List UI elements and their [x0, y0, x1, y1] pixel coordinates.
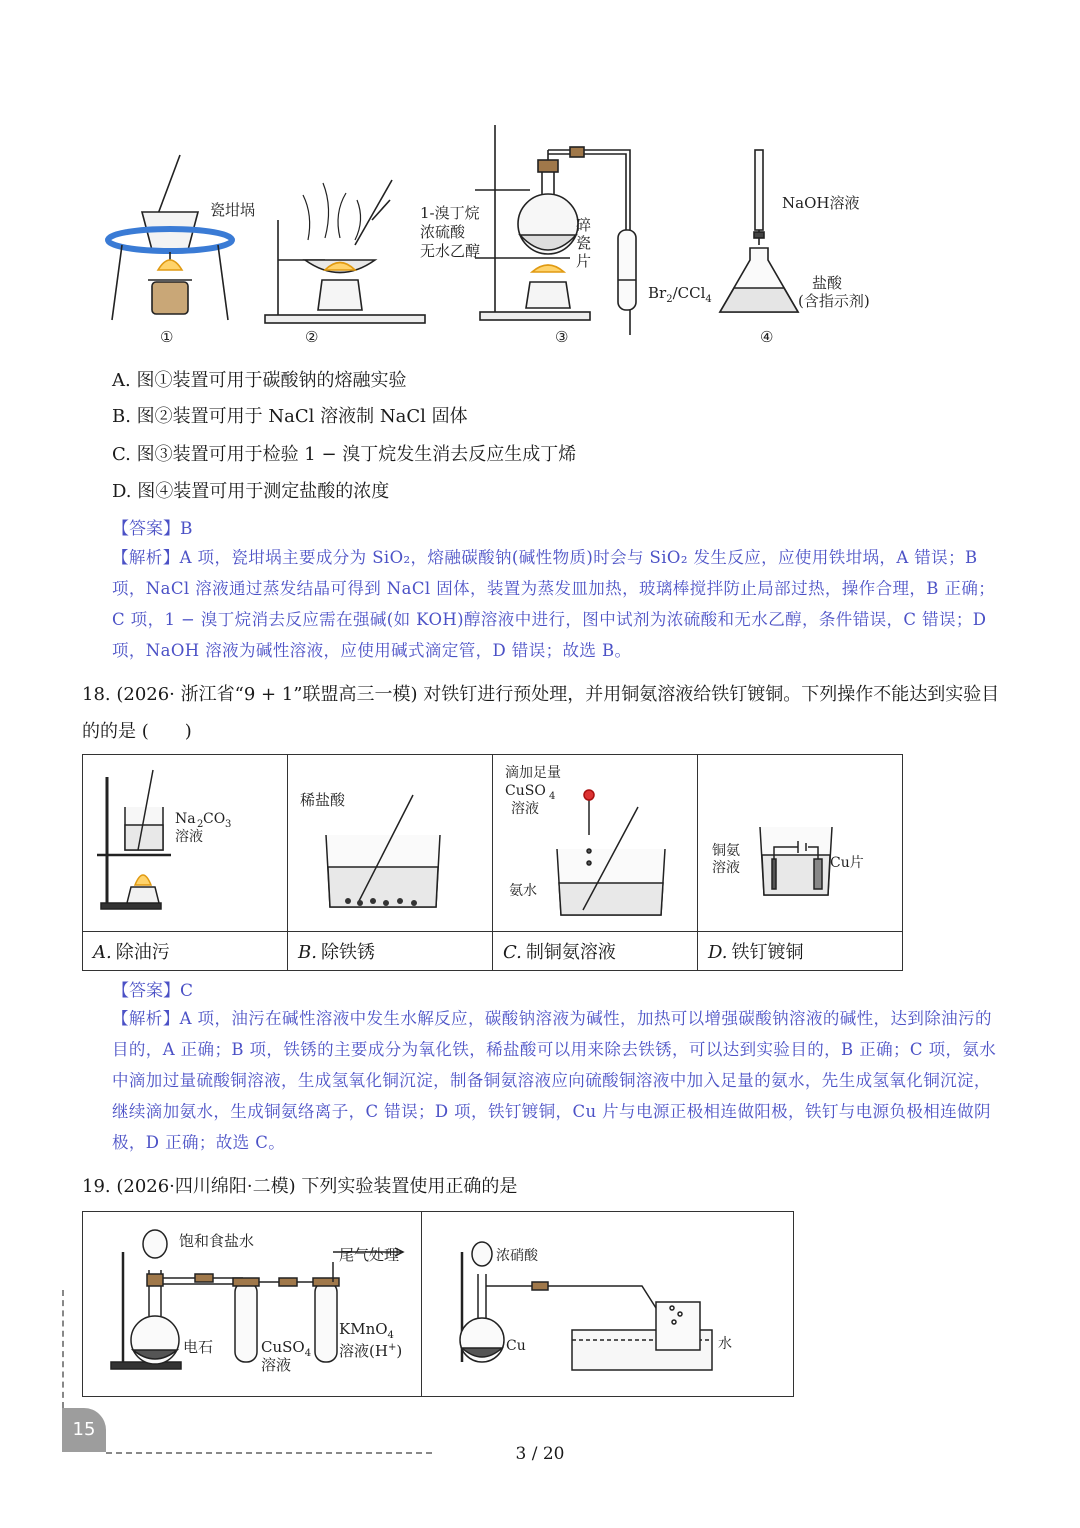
fig1-label: 瓷坩埚	[210, 201, 256, 219]
q18-option-c: C. 制铜氨溶液	[493, 932, 698, 971]
q17-figures	[100, 120, 900, 355]
svg-text:Cu片: Cu片	[830, 855, 864, 871]
fig3-label-d2: 瓷	[576, 234, 592, 252]
q17-answer: 【答案】B	[112, 519, 193, 539]
q18-option-a: A. 除油污	[83, 932, 288, 971]
figure-1-crucible-apparatus	[108, 155, 232, 320]
q18-stem: 18. (2026· 浙江省“9 + 1”联盟高三一模) 对铁钉进行预处理，并用铜氨溶液给铁钉镀铜。下列操作不能达到实验目的的是 ( )	[82, 684, 1000, 742]
svg-text:氨水: 氨水	[509, 883, 537, 899]
svg-text:Na: Na	[175, 811, 196, 827]
q19-stem: 19. (2026·四川绵阳·二模) 下列实验装置使用正确的是	[82, 1176, 518, 1197]
fig3-label-e: $Br_2/CCl_4$	[648, 284, 712, 305]
q18-table	[82, 754, 903, 971]
svg-text:尾气处理: 尾气处理	[339, 1246, 400, 1264]
fig4-label-a: NaOH溶液	[782, 194, 860, 212]
svg-text:溶液: 溶液	[175, 829, 203, 845]
svg-text:溶液: 溶液	[261, 1356, 292, 1374]
figure-3-distillation-apparatus	[475, 125, 636, 335]
svg-text:铜氨: 铜氨	[712, 843, 740, 859]
q17-analysis: 【解析】A 项，瓷坩埚主要成分为 SiO₂，熔融碳酸钠(碱性物质)时会与 SiO₂ 发生反应，应使用铁坩埚，A 错误；B 项，NaCl 溶液通过蒸发结晶可得到 NaCl 固体，装置为蒸发皿加热，玻璃棒搅拌防止局部过热，操作合理，B 正确；C 项，1 − 溴丁烷消去反应需在强碱(如 KOH)醇溶液中进行，图中试剂为浓硫酸和无水乙醇，条件错误，C 错误；D 项，NaOH 溶液为碱性溶液，应使用碱式滴定管，D 错误；故选 B。	[112, 548, 996, 660]
svg-text:CO: CO	[203, 811, 226, 827]
svg-text:溶液(H+): 溶液(H+)	[339, 1342, 403, 1360]
q18-answer: 【答案】C	[112, 981, 194, 1001]
svg-text:CuSO4: CuSO$_4$	[261, 1338, 312, 1359]
svg-text:浓硝酸: 浓硝酸	[496, 1248, 538, 1264]
fig-number-2: ②	[305, 328, 319, 346]
svg-text:稀盐酸: 稀盐酸	[300, 791, 346, 809]
q17-option-b: B. 图②装置可用于 NaCl 溶液制 NaCl 固体	[112, 406, 468, 427]
svg-text:滴加足量: 滴加足量	[505, 765, 561, 781]
q18-option-d: D. 铁钉镀铜	[698, 932, 903, 971]
svg-text:饱和食盐水: 饱和食盐水	[179, 1232, 255, 1250]
fig3-label-b: 浓硫酸	[420, 223, 466, 241]
fig-number-3: ③	[555, 328, 569, 346]
fig4-label-b: 盐酸	[812, 274, 843, 292]
q17-option-d: D. 图④装置可用于测定盐酸的浓度	[112, 481, 390, 502]
fig4-label-c: (含指示剂)	[798, 292, 870, 310]
q17-option-c: C. 图③装置可用于检验 1 − 溴丁烷发生消去反应生成丁烯	[112, 444, 577, 465]
q19-table	[82, 1211, 794, 1397]
q18-figure-b	[288, 755, 492, 927]
q19-figure-right	[422, 1212, 793, 1392]
page-number: 3 / 20	[515, 1444, 565, 1464]
svg-text:Cu: Cu	[506, 1338, 526, 1354]
fig3-label-d3: 片	[576, 252, 592, 270]
q18-option-b: B. 除铁锈	[288, 932, 493, 971]
svg-text:3: 3	[225, 819, 232, 830]
q18-figure-a	[83, 755, 287, 927]
figure-4-titration-apparatus	[720, 150, 798, 312]
fig-number-4: ④	[760, 328, 774, 346]
fig3-label-c: 无水乙醇	[420, 242, 481, 260]
svg-text:水: 水	[718, 1336, 732, 1352]
page-badge: 15	[62, 1408, 106, 1452]
svg-text:溶液: 溶液	[511, 801, 539, 817]
page-corner-dashed-line	[62, 1290, 64, 1408]
figure-2-evaporating-dish	[265, 180, 425, 323]
fig3-label-a: 1-溴丁烷	[420, 204, 480, 222]
svg-text:2: 2	[197, 819, 204, 830]
q18-figure-c	[493, 755, 697, 927]
svg-text:CuSO: CuSO	[505, 783, 546, 799]
q19-figure-left	[83, 1212, 421, 1392]
svg-text:电石: 电石	[183, 1338, 214, 1356]
q17-option-a: A. 图①装置可用于碳酸钠的熔融实验	[112, 370, 407, 391]
q18-figure-d	[698, 755, 902, 927]
q18-analysis: 【解析】A 项，油污在碱性溶液中发生水解反应，碳酸钠溶液为碱性，加热可以增强碳酸钠溶液的碱性，达到除油污的目的，A 正确；B 项，铁锈的主要成分为氧化铁，稀盐酸可以用来除去铁锈，可以达到实验目的，B 正确；C 项，氨水中滴加过量硫酸铜溶液，生成氢氧化铜沉淀，制备铜氨溶液应向硫酸铜溶液中加入足量的氨水，先生成氢氧化铜沉淀，继续滴加氨水，生成铜氨络离子，C 错误；D 项，铁钉镀铜，Cu 片与电源正极相连做阳极，铁钉与电源负极相连做阴极，D 正确；故选 C。	[112, 1009, 997, 1152]
svg-text:溶液: 溶液	[712, 860, 740, 876]
svg-text:KMnO4: KMnO$_4$	[339, 1320, 394, 1341]
svg-text:4: 4	[549, 791, 556, 802]
fig-number-1: ①	[160, 328, 174, 346]
fig3-label-d1: 碎	[576, 216, 592, 234]
